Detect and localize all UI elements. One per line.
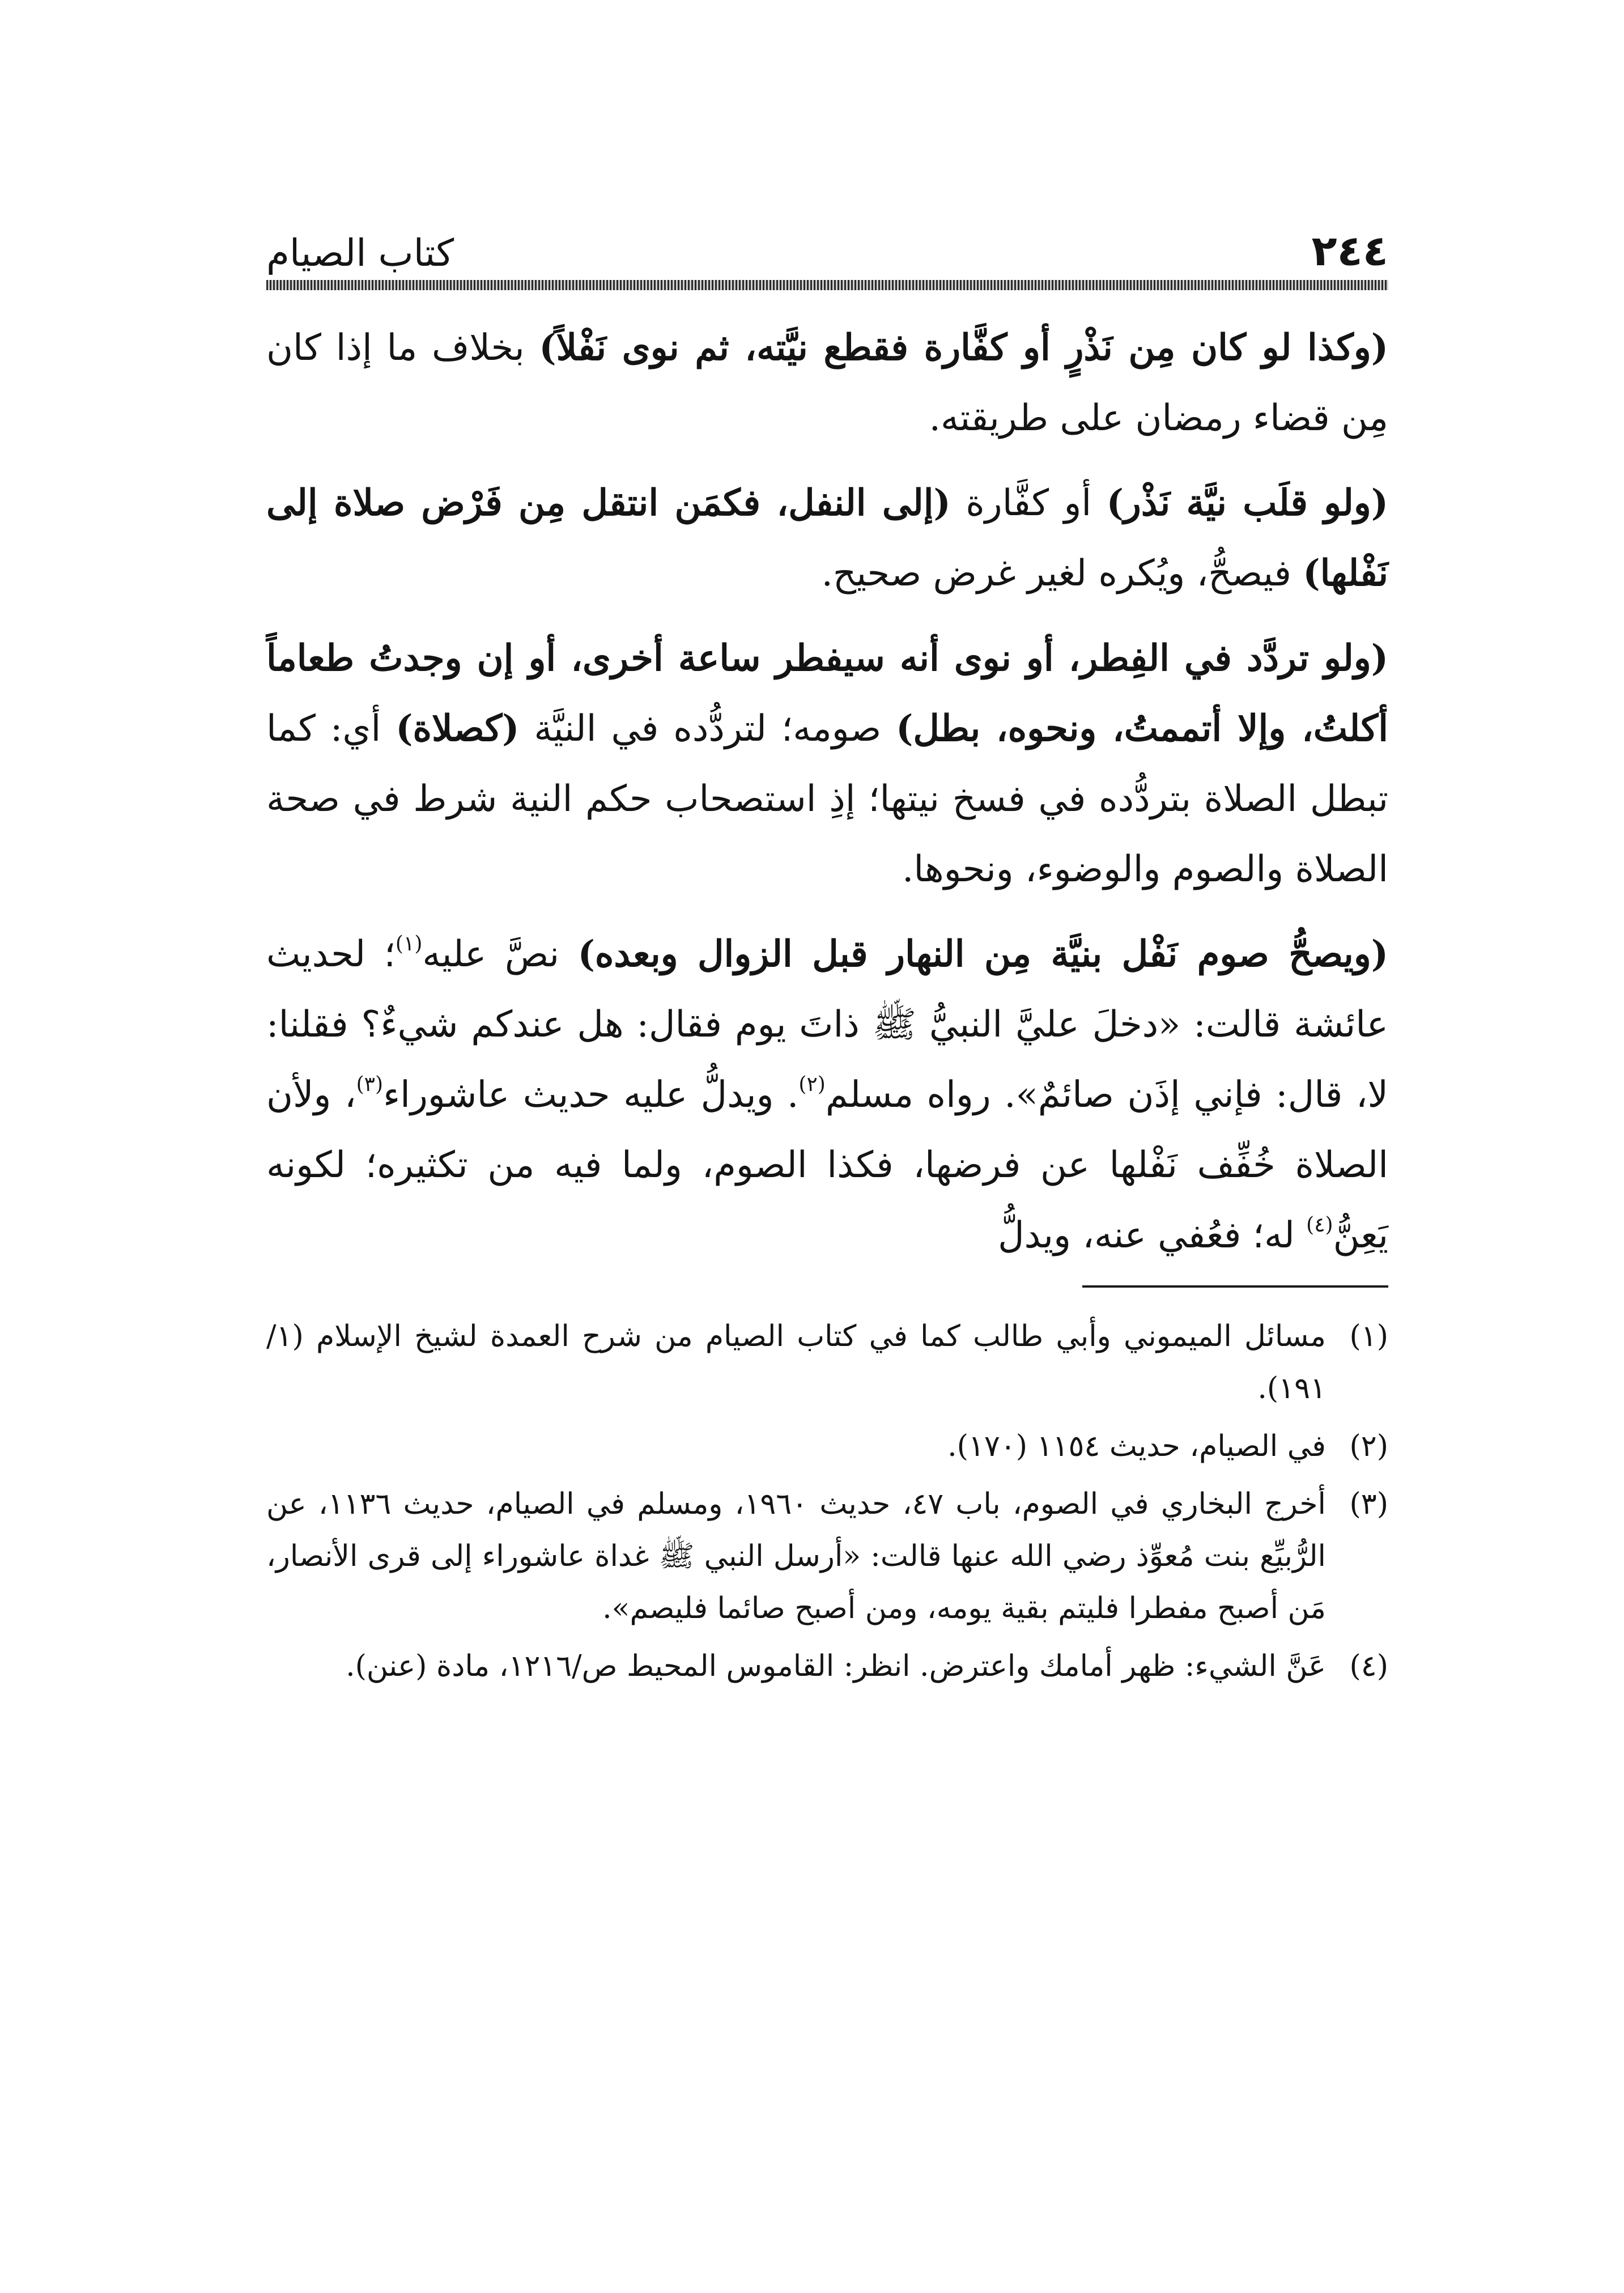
- commentary-text: صومه؛ لتردُّده في النيَّة: [519, 708, 896, 750]
- commentary-text: له؛ فعُفي عنه، ويدلُّ: [998, 1215, 1307, 1256]
- commentary-text: أو كفَّارة: [950, 482, 1107, 524]
- footnote-ref-1[interactable]: (١): [395, 932, 423, 956]
- paragraph-3: [266, 623, 1388, 905]
- paragraph-1: [266, 313, 1388, 453]
- footnote-number: (١): [1349, 1319, 1388, 1353]
- footnote-text: مسائل الميموني وأبي طالب كما في كتاب الصيام من شرح العمدة لشيخ الإسلام (١/ ١٩١).: [266, 1319, 1326, 1405]
- main-text: [266, 313, 1388, 1271]
- footnote-ref-4[interactable]: (٤): [1306, 1213, 1333, 1237]
- matn-text: (ولو تردَّد في الفِطر، أو نوى أنه سيفطر ساعة أخرى، أو إن وجدتُ طعاماً أكلتُ، وإلا أتممتُ، ونحوه، بطل): [266, 637, 1389, 750]
- matn-text: (ولو قلَب نيَّة نَذْر): [1106, 482, 1389, 524]
- footnote-text: عَنَّ الشيء: ظهر أمامك واعترض. انظر: القاموس المحيط ص/١٢١٦، مادة (عنن).: [346, 1649, 1326, 1683]
- footnote-item: [266, 1310, 1388, 1415]
- commentary-text: ؛ لحديث عائشة قالت: «دخلَ عليَّ النبيُّ ﷺ ذاتَ يوم فقال: هل عندكم شيءٌ؟ فقلنا: لا، قال: فإني إذَن صائمٌ». رواه مسلم: [266, 933, 1389, 1116]
- matn-text: (إلى النفل، فكمَن انتقل مِن فَرْض صلاة إلى نَفْلها): [266, 482, 1388, 595]
- commentary-text: أي: كما تبطل الصلاة بتردُّده في فسخ نيتها؛ إذِ استصحاب حكم النية شرط في صحة الصلاة والصوم والوضوء، ونحوها.: [266, 708, 1389, 890]
- footnote-item: [266, 1420, 1388, 1472]
- footnote-text: أخرج البخاري في الصوم، باب ٤٧، حديث ١٩٦٠، ومسلم في الصيام، حديث ١١٣٦، عن الرُّبيِّع بنت مُعوِّذ رضي الله عنها قالت: «أرسل النبي ﷺ غداة عاشوراء إلى قرى الأنصار، مَن أصبح مفطرا فليتم بقية يومه، ومن أصبح صائما فليصم».: [266, 1487, 1326, 1625]
- book-title: كتاب الصيام: [266, 231, 454, 275]
- header-rule: [266, 280, 1388, 290]
- commentary-text: بخلاف ما إذا كان مِن قضاء رمضان على طريقته.: [266, 327, 1388, 439]
- commentary-text: . ويدلُّ عليه حديث عاشوراء: [383, 1074, 799, 1116]
- footnote-number: (٤): [1349, 1649, 1388, 1683]
- footnote-text: في الصيام، حديث ١١٥٤ (١٧٠).: [947, 1429, 1326, 1463]
- footnote-number: (٢): [1349, 1429, 1388, 1463]
- commentary-text: ، ولأن الصلاة خُفِّف نَفْلها عن فرضها، فكذا الصوم، ولما فيه من تكثيره؛ لكونه يَعِنُّ: [266, 1074, 1388, 1256]
- footnote-item: [266, 1640, 1388, 1692]
- page-number: ٢٤٤: [1311, 227, 1388, 275]
- footnotes: [266, 1310, 1388, 1692]
- footnote-ref-3[interactable]: (٣): [356, 1073, 384, 1096]
- paragraph-2: [266, 468, 1388, 609]
- commentary-text: فيصحُّ، ويُكره لغير غرض صحيح.: [821, 553, 1303, 595]
- footnote-item: [266, 1478, 1388, 1634]
- footnote-ref-2[interactable]: (٢): [798, 1073, 826, 1096]
- footnote-separator: [1082, 1285, 1388, 1288]
- footnote-number: (٣): [1349, 1487, 1388, 1521]
- matn-text: (ويصحُّ صوم نَفْل بنيَّة مِن النهار قبل الزوال وبعده): [577, 933, 1389, 975]
- matn-text: (كصلاة): [396, 707, 520, 750]
- book-page: [266, 204, 1388, 2165]
- running-header: [266, 204, 1388, 275]
- commentary-text: نصَّ عليه: [422, 933, 578, 975]
- matn-text: (وكذا لو كان مِن نَذْرٍ أو كفَّارة فقطع نيَّته، ثم نوى نَفْلاً): [539, 326, 1389, 369]
- paragraph-4: [266, 919, 1388, 1271]
